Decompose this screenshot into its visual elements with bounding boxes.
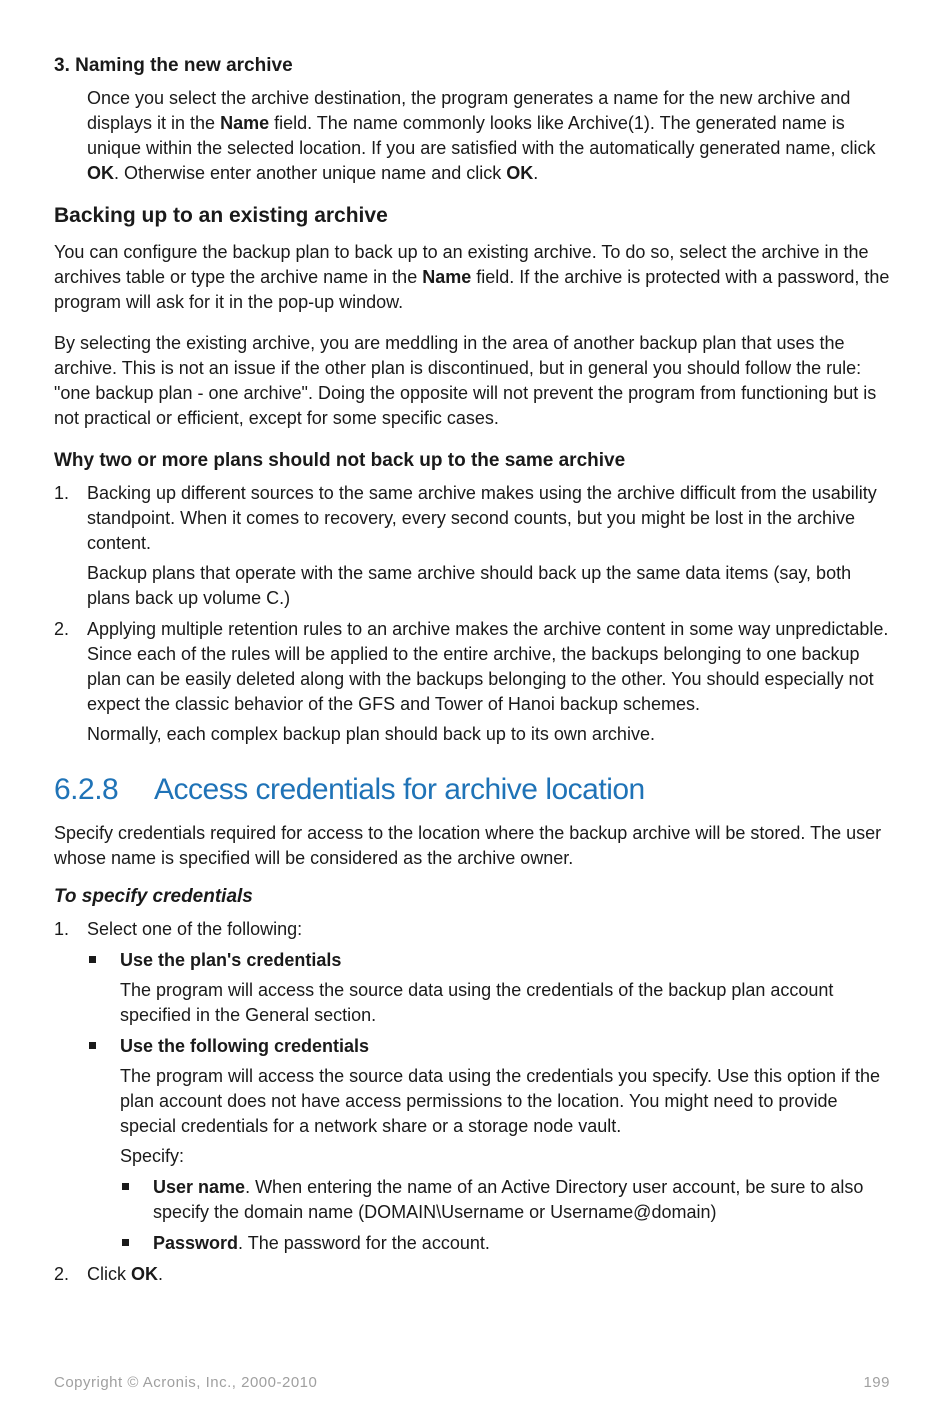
step-number: 1. (54, 919, 70, 939)
step-text: Click OK. (87, 1264, 164, 1284)
why-heading: Why two or more plans should not back up to the same archive (54, 450, 626, 471)
option-following-credentials (87, 1034, 894, 1256)
option-title: Use the plan's credentials (120, 950, 342, 970)
specify-user-name: User name. When entering the name of an Active Directory user account, be sure to also specify the domain name (DOMAIN\Username or Username@domain) (120, 1175, 894, 1225)
list-number: 1. (54, 483, 70, 503)
specify-list (120, 1175, 894, 1256)
option-description: The program will access the source data using the credentials you specify. Use this option if the plan account does not have access permissions to the location. You might need to provide special credentials for a network share or a storage node vault. (120, 1066, 881, 1136)
specify-password: Password. The password for the account. (120, 1231, 894, 1256)
option-plan-credentials (87, 948, 894, 1028)
existing-paragraph-2: By selecting the existing archive, you are meddling in the area of another backup plan that uses the archive. This is not an issue if the other plan is discontinued, but in general you should follow the rule: "one backup plan - one archive". Doing the opposite will not prevent the program from functioning but is not practical or efficient, except for some specific cases. (54, 333, 877, 428)
why-item-2 (54, 617, 894, 747)
square-bullet-icon (89, 1042, 96, 1049)
step-1 (54, 917, 894, 1256)
list-item-note: Backup plans that operate with the same archive should back up the same data items (say, both plans back up volume C.) (87, 563, 852, 608)
list-item-text: Applying multiple retention rules to an archive makes the archive content in some way unpredictable. Since each of the rules will be applied to the entire archive, the backups belonging to one backup plan can be easily deleted along with the backups belonging to the other. You should especially not expect the classic behavior of the GFS and Tower of Hanoi backup schemes. (87, 619, 889, 714)
square-bullet-icon (89, 956, 96, 963)
procedure-title: To specify credentials (54, 886, 253, 907)
why-item-1 (54, 481, 894, 611)
option-description: The program will access the source data using the credentials of the backup plan account specified in the General section. (120, 980, 834, 1025)
specify-label: Specify: (120, 1146, 185, 1166)
list-item-text: Backing up different sources to the same archive makes using the archive difficult from the usability standpoint. When it comes to recovery, every second counts, but you might be lost in the archive content. (87, 483, 877, 553)
why-list (54, 481, 894, 747)
section-title-text: Access credentials for archive location (154, 773, 645, 806)
naming-paragraph: Once you select the archive destination, the program generates a name for the new archive and displays it in the Name field. The name commonly looks like Archive(1). The generated name is unique within the selected location. If you are satisfied with the automatically generated name, click OK. Otherwise enter another unique name and click OK. (87, 88, 876, 183)
option-title: Use the following credentials (120, 1036, 370, 1056)
step-text: Select one of the following: (87, 919, 303, 939)
step-number: 2. (54, 1264, 70, 1284)
page-number: 199 (863, 1374, 890, 1391)
options-list (87, 948, 894, 1256)
section-title (54, 771, 894, 809)
section-number: 6.2.8 (54, 773, 119, 806)
page-footer (54, 1372, 890, 1394)
procedure-steps (54, 917, 894, 1287)
list-item-note: Normally, each complex backup plan should back up to its own archive. (87, 724, 655, 744)
naming-heading: 3. Naming the new archive (54, 55, 293, 76)
section-intro: Specify credentials required for access to the location where the backup archive will be stored. The user whose name is specified will be considered as the archive owner. (54, 823, 882, 868)
square-bullet-icon (122, 1239, 129, 1246)
document-page (54, 52, 894, 1293)
existing-archive-heading: Backing up to an existing archive (54, 204, 388, 227)
square-bullet-icon (122, 1183, 129, 1190)
step-2 (54, 1262, 894, 1287)
existing-paragraph-1: You can configure the backup plan to back up to an existing archive. To do so, select the archive in the archives table or type the archive name in the Name field. If the archive is protected with a password, the program will ask for it in the pop-up window. (54, 242, 890, 312)
list-number: 2. (54, 619, 70, 639)
copyright-text: Copyright © Acronis, Inc., 2000-2010 (54, 1374, 318, 1391)
